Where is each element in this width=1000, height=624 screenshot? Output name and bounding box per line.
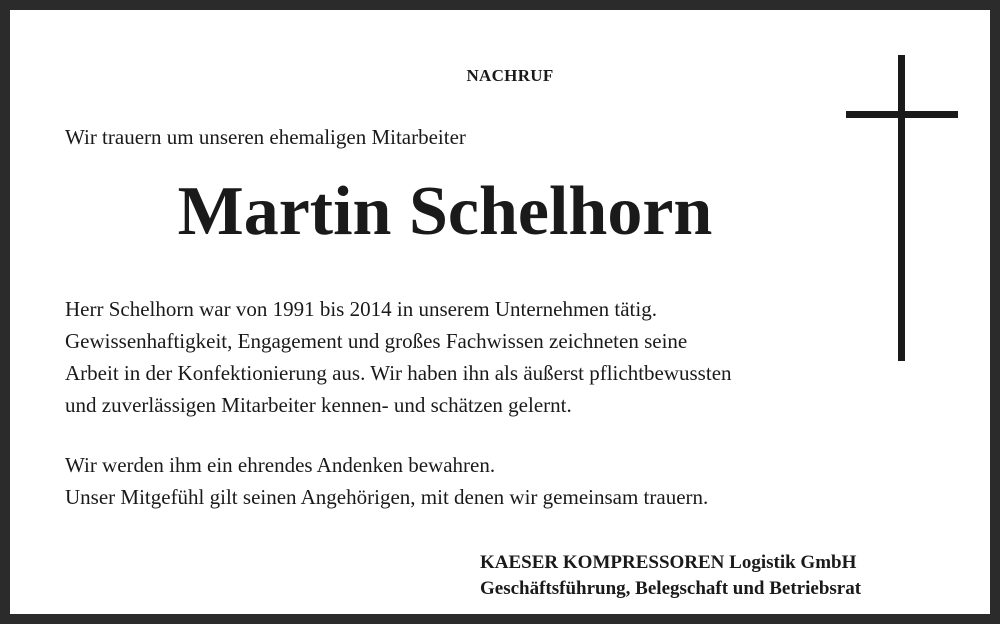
signature-block [480,550,861,602]
cross-vertical-bar [898,55,905,361]
obituary-body [65,293,732,421]
signatories: Geschäftsführung, Belegschaft und Betriebsrat [480,578,862,599]
closing-text [65,449,708,513]
closing-line: Wir werden ihm ein ehrendes Andenken bewahren. [65,453,496,477]
body-line: Gewissenhaftigkeit, Engagement und großes Fachwissen zeichneten seine [65,329,688,353]
body-line: Arbeit in der Konfektionierung aus. Wir haben ihn als äußerst pflichtbewussten [65,361,732,385]
body-line: und zuverlässigen Mitarbeiter kennen- und schätzen gelernt. [65,393,572,417]
company-name: KAESER KOMPRESSOREN Logistik GmbH [480,552,857,573]
cross-horizontal-bar [846,111,958,118]
notice-heading: NACHRUF [466,66,554,85]
intro-text: Wir trauern um unseren ehemaligen Mitarbeiter [65,125,466,149]
closing-line: Unser Mitgefühl gilt seinen Angehörigen, mit denen wir gemeinsam trauern. [65,485,709,509]
body-line: Herr Schelhorn war von 1991 bis 2014 in unserem Unternehmen tätig. [65,297,657,321]
latin-cross-icon [846,55,958,361]
deceased-name: Martin Schelhorn [177,173,713,250]
